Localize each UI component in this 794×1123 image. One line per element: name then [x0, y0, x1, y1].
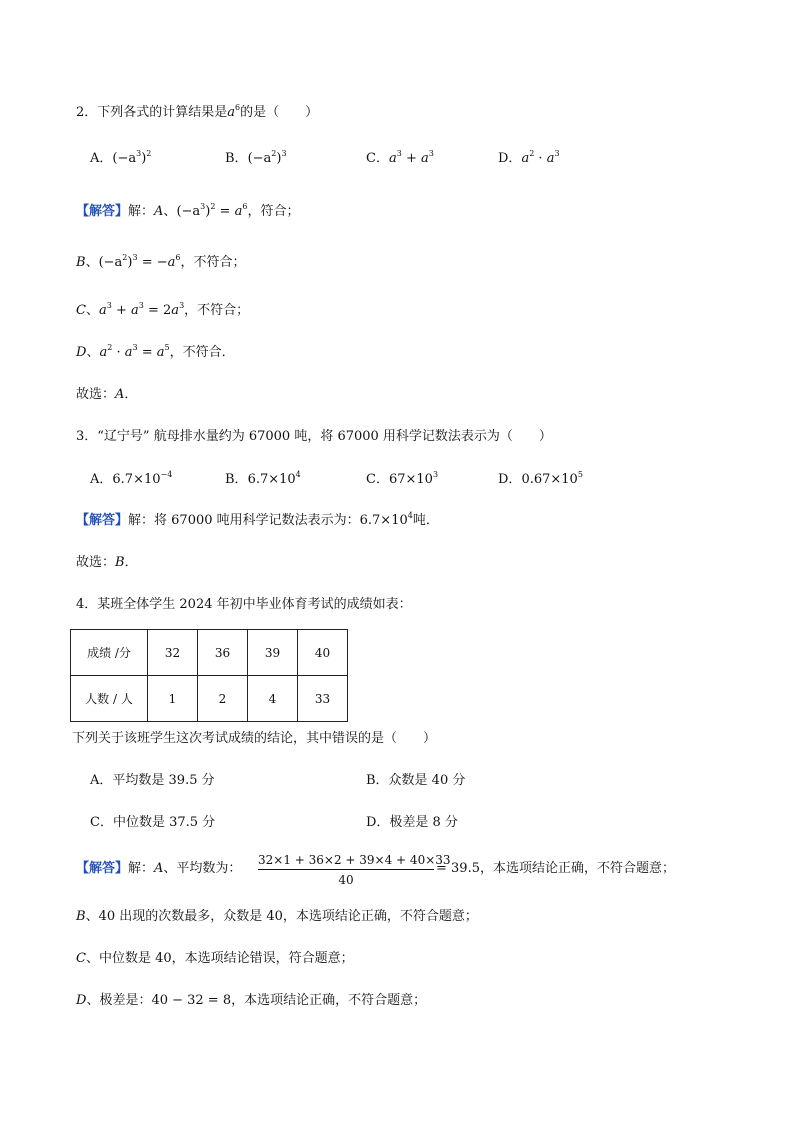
- q4-answer-c: C、中位数是 40，本选项结论错误，符合题意；: [76, 951, 354, 966]
- q3-option-a: A．$6.7\times 10^{-4}$: [90, 470, 173, 487]
- q4-stem: 4．某班全体学生 2024 年初中毕业体育考试的成绩如表：: [76, 597, 412, 612]
- q4-answer-d: D、极差是：40 − 32 = 8，本选项结论正确，不符合题意；: [76, 993, 427, 1008]
- answer-label: 【解答】: [76, 861, 129, 876]
- q4-question: 下列关于该班学生这次考试成绩的结论，其中错误的是（ ）: [72, 731, 437, 746]
- q2-option-c: C．$a^3 + a^3$: [366, 149, 434, 166]
- q3-choice: 故选：B．: [76, 555, 138, 570]
- mean-fraction: [258, 852, 451, 888]
- q3-option-d: D．$0.67\times 10^5$: [498, 470, 583, 487]
- q4-option-b: B．众数是 40 分: [366, 773, 466, 788]
- q3-answer: 【解答】解：将 67000 吨用科学记数法表示为：$6.7\times 10^4$吨．: [76, 511, 439, 528]
- q4-option-d: D．极差是 8 分: [366, 815, 458, 830]
- table-row: 人数 / 人 1 2 4 33: [71, 676, 348, 722]
- q2-option-d: D．$a^2 \cdot a^3$: [498, 149, 560, 166]
- q2-answer-c: C、$a^3 + a^3 = 2a^3$，不符合；: [76, 301, 250, 318]
- q2-option-a: A．$(-a^3)^2$: [90, 149, 152, 166]
- answer-label: 【解答】: [76, 513, 129, 528]
- q3-option-c: C．$67\times 10^3$: [366, 470, 439, 487]
- answer-label: 【解答】: [76, 204, 129, 219]
- q3-stem: 3．“辽宁号” 航母排水量约为 67000 吨，将 67000 用科学记数法表示为（ ）: [76, 429, 552, 444]
- q4-answer-a: 【解答】解：A、平均数为：: [76, 861, 242, 876]
- fraction-denominator: 40: [338, 873, 354, 887]
- q4-answer-a-tail: = 39.5，本选项结论正确，不符合题意；: [436, 861, 675, 876]
- q4-option-c: C．中位数是 37.5 分: [90, 815, 216, 830]
- q2-choice: 故选：A．: [76, 387, 138, 402]
- q2-answer-b: B、$(-a^2)^3 = -a^6$，不符合；: [76, 253, 246, 270]
- q2-stem: 2．下列各式的计算结果是$a^6$的是（ ）: [76, 103, 319, 120]
- q4-option-a: A．平均数是 39.5 分: [90, 773, 215, 788]
- score-table: [70, 629, 348, 722]
- q2-option-b: B．$(-a^2)^3$: [225, 149, 287, 166]
- fraction-numerator: 32×1 + 36×2 + 39×4 + 40×33: [258, 852, 434, 870]
- q4-answer-b: B、40 出现的次数最多，众数是 40，本选项结论正确，不符合题意；: [76, 909, 478, 924]
- q2-answer-d: D、$a^2 \cdot a^3 = a^5$，不符合．: [76, 343, 235, 360]
- q3-option-b: B．$6.7\times 10^4$: [225, 470, 301, 487]
- q2-answer-a: 【解答】解：A、$(-a^3)^2 = a^6$，符合；: [76, 202, 300, 219]
- table-row: 成绩 /分 32 36 39 40: [71, 630, 348, 676]
